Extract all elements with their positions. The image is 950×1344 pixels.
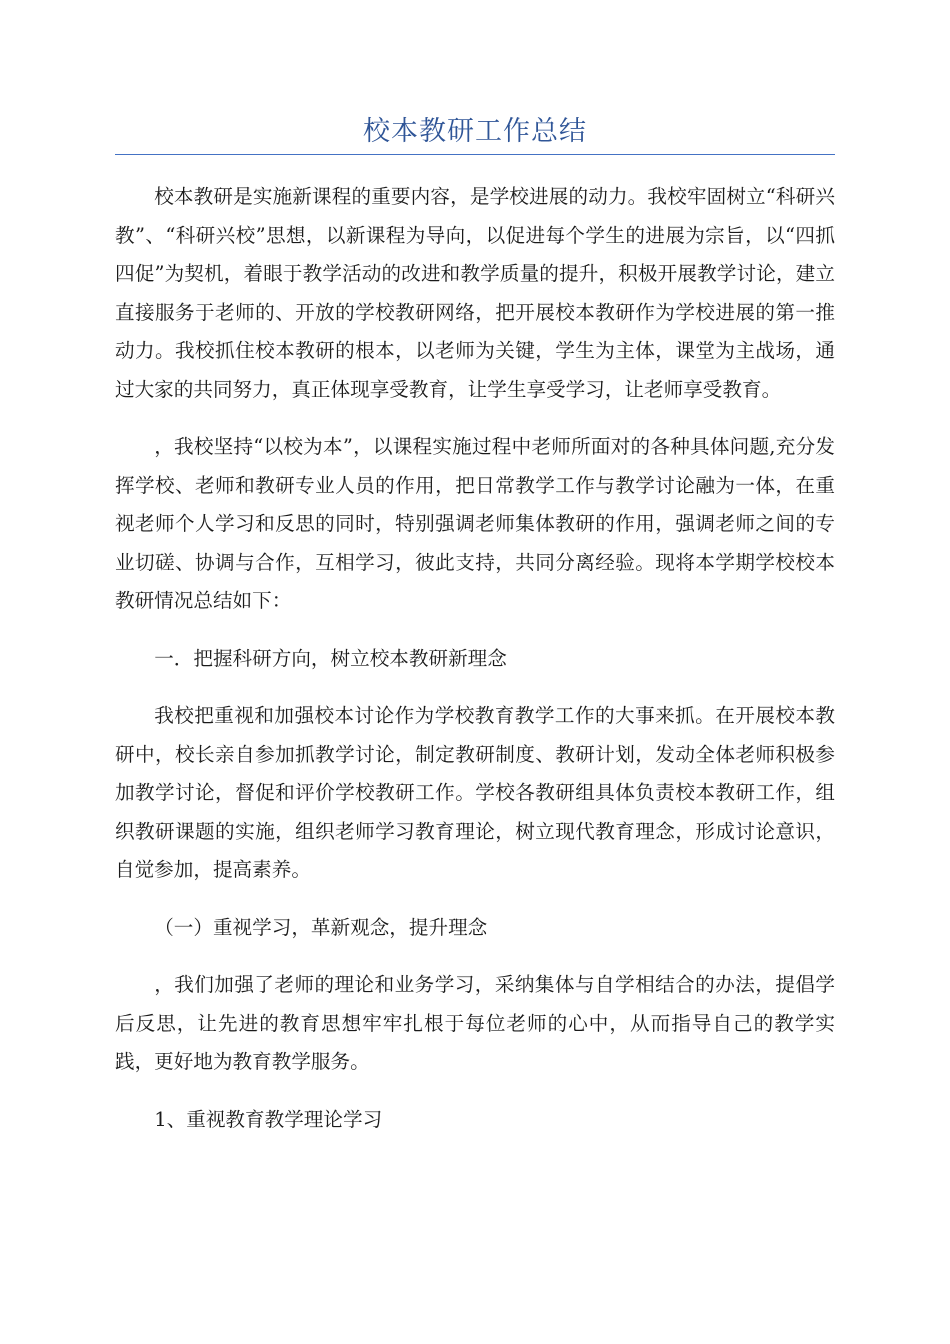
paragraph-section-1: 我校把重视和加强校本讨论作为学校教育教学工作的大事来抓。在开展校本教研中，校长亲自参加抓教学讨论，制定教研制度、教研计划，发动全体老师积极参加教学讨论，督促和评价学校教研工作。学校各教研组具体负责校本教研工作，组织教研课题的实施，组织老师学习教育理论，树立现代教育理念，形成讨论意识，自觉参加，提高素养。 bbox=[115, 704, 835, 881]
document-title: 校本教研工作总结 bbox=[363, 116, 587, 147]
paragraph-overview: ，我校坚持“以校为本”，以课程实施过程中老师所面对的各种具体问题,充分发挥学校、老师和教研专业人员的作用，把日常教学工作与教学讨论融为一体，在重视老师个人学习和反思的同时，特别强调老师集体教研的作用，强调老师之间的专业切磋、协调与合作，互相学习，彼此支持，共同分离经验。现将本学期学校校本教研情况总结如下： bbox=[115, 435, 835, 612]
document-body bbox=[115, 178, 835, 1158]
item-heading-1: 1、重视教育教学理论学习 bbox=[154, 1107, 383, 1131]
section-heading-1: 一．把握科研方向，树立校本教研新理念 bbox=[154, 646, 507, 670]
subsection-heading-1: （一）重视学习，革新观念，提升理念 bbox=[154, 915, 488, 939]
title-underline bbox=[115, 154, 835, 155]
paragraph-intro: 校本教研是实施新课程的重要内容，是学校进展的动力。我校牢固树立“科研兴教”、“科研兴校”思想，以新课程为导向，以促进每个学生的进展为宗旨，以“四抓四促”为契机，着眼于教学活动的改进和教学质量的提升，积极开展教学讨论，建立直接服务于老师的、开放的学校教研网络，把开展校本教研作为学校进展的第一推动力。我校抓住校本教研的根本，以老师为关键，学生为主体，课堂为主战场，通过大家的共同努力，真正体现享受教育，让学生享受学习，让老师享受教育。 bbox=[115, 185, 835, 401]
paragraph-subsection-1: ，我们加强了老师的理论和业务学习，采纳集体与自学相结合的办法，提倡学后反思，让先进的教育思想牢牢扎根于每位老师的心中，从而指导自己的教学实践，更好地为教育教学服务。 bbox=[115, 973, 835, 1073]
